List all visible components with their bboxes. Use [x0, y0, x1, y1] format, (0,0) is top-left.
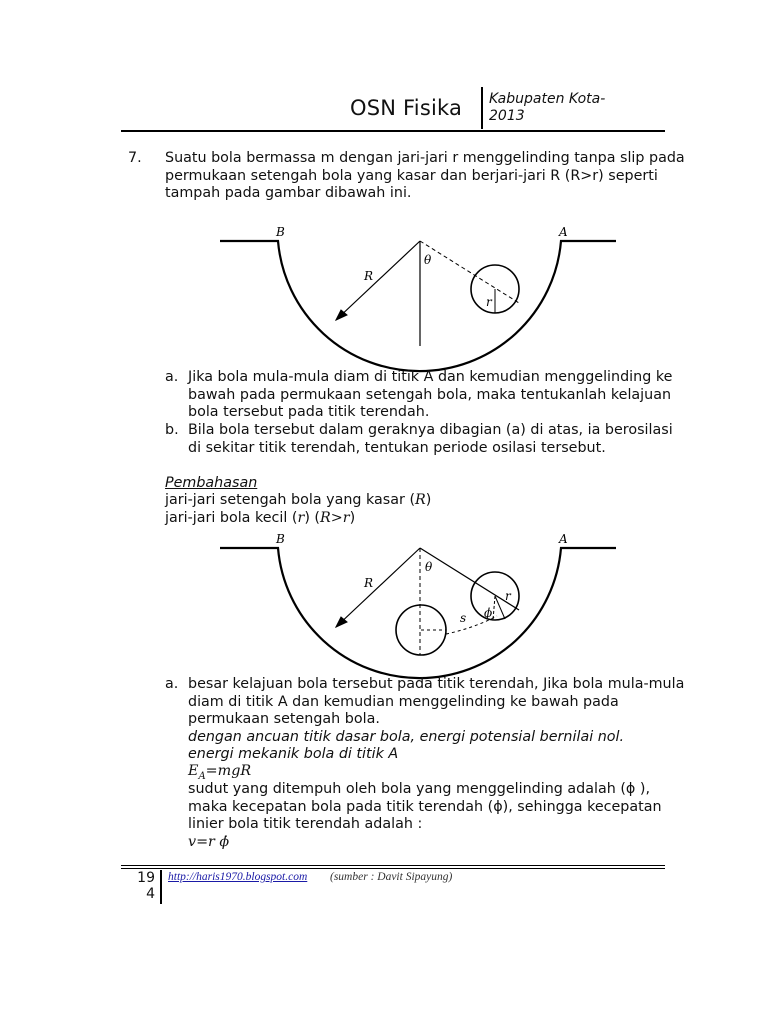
label-B: B	[276, 225, 285, 239]
label-A: A	[559, 225, 568, 239]
ball-vertical	[493, 596, 495, 620]
line2-prefix: jari-jari bola kecil (	[165, 510, 298, 526]
eq-rest: =mgR	[205, 763, 252, 779]
eq-E: E	[188, 763, 199, 779]
figure-2-drawing	[220, 548, 616, 678]
solution-heading: Pembahasan	[165, 475, 258, 491]
page-number	[121, 870, 155, 902]
label-B-2: B	[276, 532, 285, 546]
bowl-surface-2	[220, 548, 616, 678]
item-a-text: Jika bola mula-mula diam di titik A dan kemudian menggelinding ke bawah pada permukaan setengah bola, maka tentukanlah kelajuan bola tersebut pada titik terendah.	[188, 369, 673, 421]
document-title: OSN Fisika	[350, 96, 463, 120]
footer-link[interactable]: http://haris1970.blogspot.com	[168, 871, 308, 883]
line1-suffix: )	[425, 492, 432, 508]
line2-var2: R>r	[320, 510, 350, 526]
item-b-letter: b.	[165, 422, 179, 438]
equation-velocity: v=r ϕ̇	[188, 834, 230, 850]
header-subtitle-line2: 2013	[489, 108, 525, 124]
problem-number: 7.	[128, 150, 142, 166]
item-a-letter: a.	[165, 369, 179, 385]
label-R: R	[364, 269, 374, 283]
answer-a-paragraph: sudut yang ditempuh oleh bola yang menggelinding adalah (ϕ ), maka kecepatan bola pada titik terendah (ϕ), sehingga kecepatan linier bola titik terendah adalah :	[188, 781, 662, 833]
answer-a-italic2: energi mekanik bola di titik A	[188, 746, 399, 762]
footer-source: (sumber : Davit Sipayung)	[330, 871, 453, 883]
line1-var: R	[415, 492, 426, 508]
footer-rule-2	[121, 868, 665, 869]
line2-var: r	[297, 510, 305, 526]
label-A-2: A	[559, 532, 568, 546]
radius-arrow-2	[336, 548, 420, 627]
label-phi: ϕ	[484, 606, 493, 620]
answer-a-text: besar kelajuan bola tersebut pada titik terendah, Jika bola mula-mula diam di titik A dan kemudian menggelinding ke bawah pada permukaan setengah bola.	[188, 676, 685, 728]
answer-a-italic1: dengan ancuan titik dasar bola, energi potensial bernilai nol.	[188, 729, 625, 745]
footer-divider	[160, 870, 162, 904]
label-theta: θ	[424, 253, 432, 267]
page-number-bottom: 4	[146, 886, 155, 902]
label-s: s	[460, 611, 467, 625]
page-number-top: 19	[137, 870, 155, 886]
label-r-2: r	[505, 589, 511, 603]
header-subtitle-line1: Kabupaten Kota-	[489, 91, 606, 107]
ball-radius-2	[495, 596, 505, 619]
label-r: r	[486, 295, 492, 309]
footer-rule	[121, 865, 665, 866]
answer-a-letter: a.	[165, 676, 179, 692]
line1-prefix: jari-jari setengah bola yang kasar (	[165, 492, 416, 508]
problem-text: Suatu bola bermassa m dengan jari-jari r menggelinding tanpa slip pada permukaan setengah bola yang kasar dan berjari-jari R (R>r) seperti tampah pada gambar dibawah ini.	[165, 150, 685, 202]
label-R-2: R	[364, 576, 374, 590]
eq-sub: A	[198, 770, 206, 782]
line2-suffix: )	[349, 510, 356, 526]
label-theta-2: θ	[425, 560, 433, 574]
item-b-text: Bila bola tersebut dalam geraknya dibagian (a) di atas, ia berosilasi di sekitar titik terendah, tentukan periode osilasi tersebut.	[188, 422, 673, 456]
line2-mid: ) (	[304, 510, 321, 526]
